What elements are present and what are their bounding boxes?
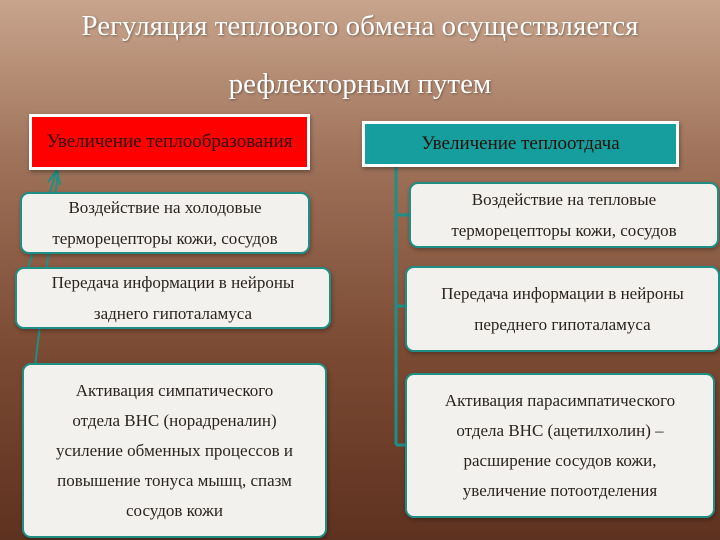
left-box-3-line-3: усиление обменных процессов и: [56, 440, 293, 460]
right-box-2-line-2: переднего гипоталамуса: [474, 315, 651, 334]
left-header-heat-production: Увеличение теплообразования: [29, 114, 310, 170]
right-box-1-line-2: терморецепторы кожи, сосудов: [451, 221, 677, 240]
right-box-anterior-hypothalamus: [405, 266, 720, 352]
left-box-3-line-5: сосудов кожи: [126, 500, 223, 520]
slide-title-line-1: Регуляция теплового обмена осуществляется: [81, 10, 639, 42]
right-box-3-line-4: увеличение потоотделения: [462, 480, 658, 500]
left-box-sympathetic-activation: [22, 363, 327, 538]
left-box-1-line-1: Воздействие на холодовые: [68, 198, 262, 217]
right-header-heat-loss: Увеличение теплоотдача: [362, 121, 679, 167]
right-box-parasympathetic-activation: [405, 373, 715, 518]
left-box-3-line-4: повышение тонуса мышц, спазм: [57, 470, 292, 490]
left-box-2-line-2: заднего гипоталамуса: [93, 304, 253, 323]
right-box-2-line-1: Передача информации в нейроны: [441, 284, 684, 303]
right-box-3-line-2: отдела ВНС (ацетилхолин) –: [456, 420, 664, 440]
right-box-3-line-3: расширение сосудов кожи,: [463, 450, 657, 470]
left-box-posterior-hypothalamus: [15, 267, 331, 329]
left-box-1-line-2: терморецепторы кожи, сосудов: [52, 229, 278, 248]
right-box-3-line-1: Активация парасимпатического: [444, 390, 676, 410]
left-box-3-line-2: отдела ВНС (норадреналин): [72, 410, 277, 430]
left-box-cold-receptors: [20, 192, 310, 254]
left-box-3-line-1: Активация симпатического: [75, 380, 274, 400]
left-box-2-line-1: Передача информации в нейроны: [51, 273, 295, 292]
right-box-1-line-1: Воздействие на тепловые: [471, 190, 657, 209]
slide-title-line-2: рефлекторным путем: [228, 68, 492, 100]
right-box-heat-receptors: [409, 182, 719, 248]
